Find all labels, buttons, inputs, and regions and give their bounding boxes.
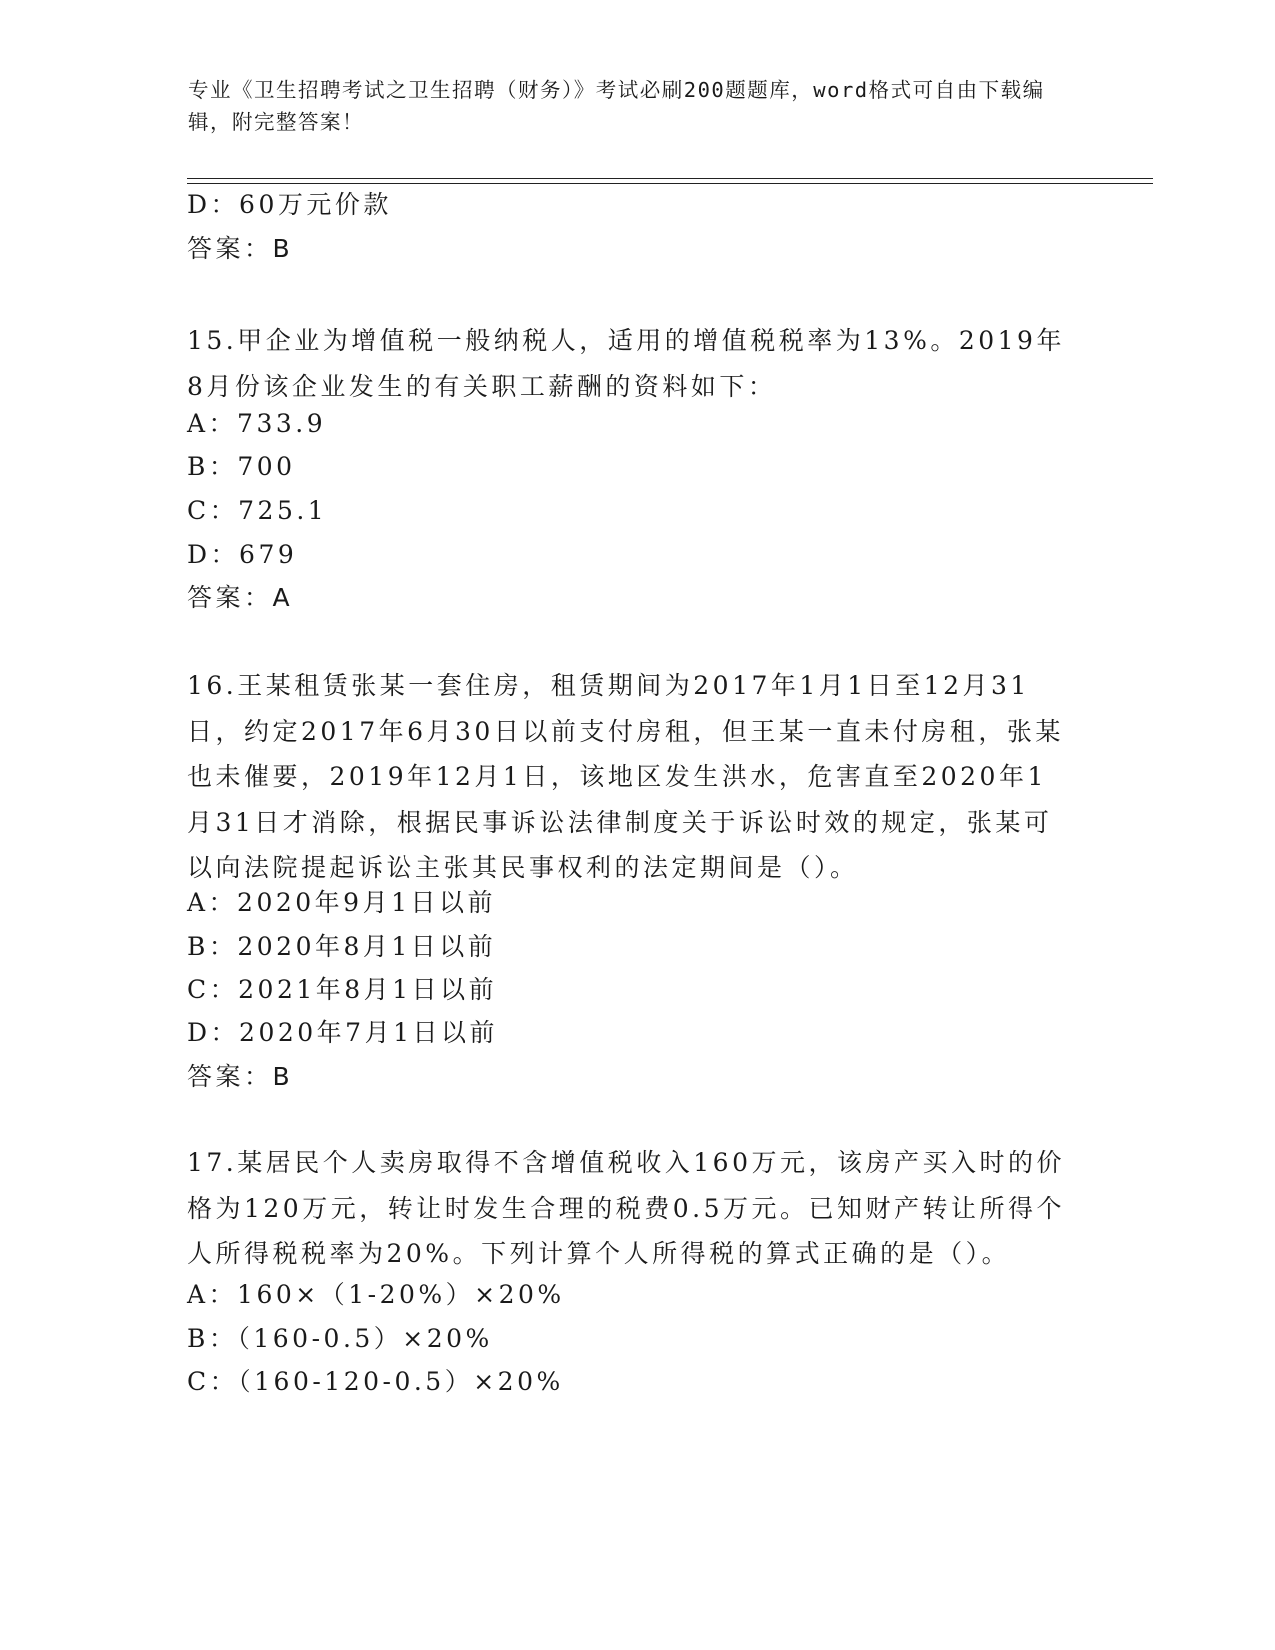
answer: 答案：B [187, 234, 294, 263]
question-15-text: 15.甲企业为增值税一般纳税人，适用的增值税税率为13%。2019年8月份该企业发生的有关职工薪酬的资料如下： [187, 326, 1065, 401]
question-17-option-b: B：（160-0.5）×20% [187, 1324, 493, 1353]
question-16-option-c: C：2021年8月1日以前 [187, 975, 498, 1004]
question-15-option-d: D：679 [187, 540, 298, 569]
question-15-option-b: B：700 [187, 452, 296, 481]
question-15-option-c: C：725.1 [187, 496, 328, 525]
question-17-text: 17.某居民个人卖房取得不含增值税收入160万元，该房产买入时的价格为120万元，转让时发生合理的税费0.5万元。已知财产转让所得个人所得税税率为20%。下列计算个人所得税的算式正确的是（）。 [187, 1148, 1065, 1268]
question-16-option-b: B：2020年8月1日以前 [187, 932, 497, 961]
question-16-text: 16.王某租赁张某一套住房，租赁期间为2017年1月1日至12月31日，约定2017年6月30日以前支付房租，但王某一直未付房租，张某也未催要，2019年12月1日，该地区发生洪水，危害直至2020年1月31日才消除，根据民事诉讼法律制度关于诉讼时效的规定，张某可以向法院提起诉讼主张其民事权利的法定期间是（）。 [187, 671, 1064, 882]
question-16-option-a: A：2020年9月1日以前 [187, 888, 496, 917]
header-rule-top [187, 178, 1153, 179]
option-d: D：60万元价款 [187, 190, 392, 219]
question-17-option-c: C：（160-120-0.5）×20% [187, 1367, 564, 1396]
question-15-option-a: A：733.9 [187, 409, 327, 438]
question-16-option-d: D：2020年7月1日以前 [187, 1018, 498, 1047]
question-15-answer: 答案：A [187, 583, 294, 612]
document-header: 专业《卫生招聘考试之卫生招聘（财务）》考试必刷200题题库，word格式可自由下载编辑，附完整答案！ [188, 78, 1045, 134]
question-16-answer: 答案：B [187, 1062, 294, 1091]
question-17-option-a: A：160×（1-20%）×20% [187, 1280, 565, 1309]
